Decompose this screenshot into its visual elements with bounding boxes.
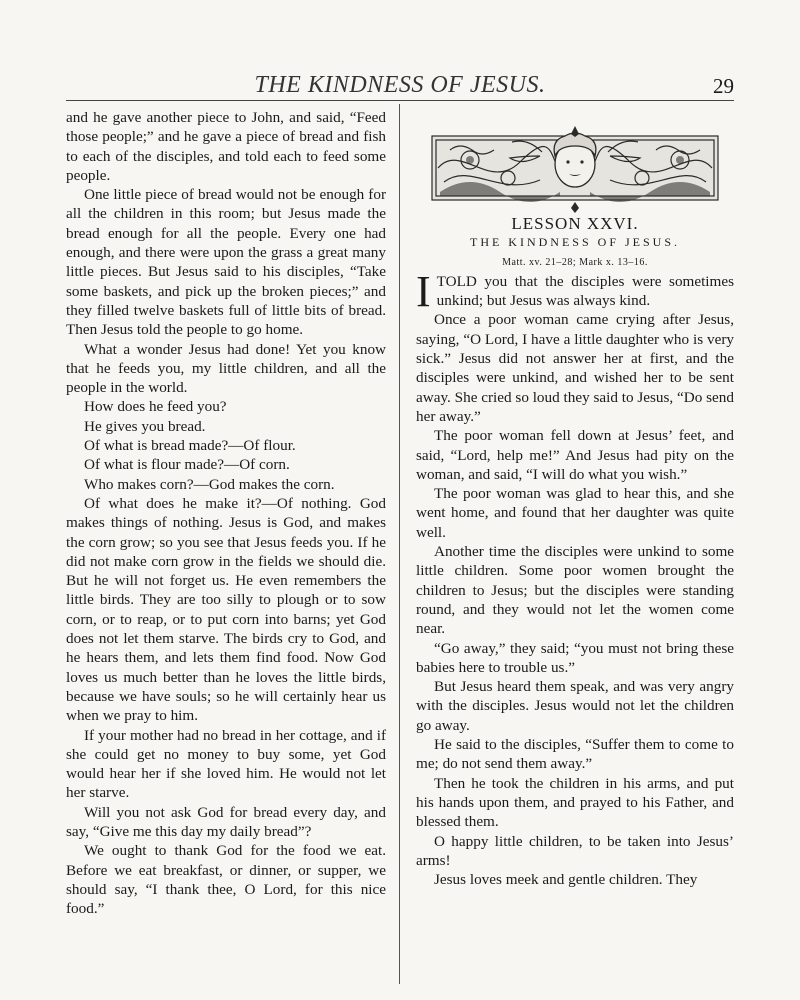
- opening-paragraph-text: TOLD you that the disciples were sometimes unkind; but Jesus was always kind.: [436, 272, 734, 310]
- paragraph: Once a poor woman came crying after Jesus, saying, “O Lord, I have a little daughter who is very sick.” Jesus did not answer her at first, and the disciples were unkind, and wished her to be sent away. She cried so loud they said to Jesus, “Do send her away.”: [416, 311, 734, 425]
- lesson-subtitle: THE KINDNESS OF JESUS.: [469, 235, 681, 250]
- paragraph: O happy little children, to be taken into Jesus’ arms!: [416, 832, 734, 869]
- paragraph: The poor woman fell down at Jesus’ feet, and said, “Lord, help me!” And Jesus had pity on the woman, and said, “I will do what you wish.”: [416, 427, 734, 483]
- paragraph: How does he feed you?: [84, 398, 227, 416]
- paragraph: Another time the disciples were unkind to some little children. Some poor women brought the children to Jesus; but the disciples were standing round, and they would not let the women come near.: [416, 543, 734, 638]
- paragraph: Of what is bread made?—Of flour.: [84, 437, 296, 455]
- paragraph: Who makes corn?—God makes the corn.: [84, 475, 335, 493]
- paragraph: “Go away,” they said; “you must not bring these babies here to trouble us.”: [416, 639, 734, 676]
- paragraph: We ought to thank God for the food we eat. Before we eat breakfast, or dinner, or supper, we should say, “I thank thee, O Lord, for this nice food.”: [66, 842, 386, 918]
- paragraph: and he gave another piece to John, and said, “Feed those people;” and he gave a piece of bread and fish to each of the disciples, and told each to feed some people.: [66, 109, 386, 184]
- paragraph: Jesus loves meek and gentle children. They: [434, 871, 698, 889]
- paragraph: The poor woman was glad to hear this, and she went home, and found that her daughter was quite well.: [416, 485, 734, 541]
- paragraph: Of what does he make it?—Of nothing. God makes things of nothing. Jesus is God, and makes the corn grow; so you see that Jesus feeds you. If he did not make corn grow in the fields we should die. But he will not forget us. He even remembers the little birds. They are too silly to plough or to sow corn, or to reap, or to put corn into barns; yet God does not let them starve. The birds cry to God, and he hears them, and lets them find food. Now God loves us much better than he loves the little birds, because we have souls; so he will certainly hear us when we pray to him.: [66, 494, 386, 725]
- running-title: THE KINDNESS OF JESUS.: [254, 72, 546, 98]
- paragraph: Will you not ask God for bread every day, and say, “Give me this day my daily bread”?: [66, 803, 386, 840]
- paragraph: One little piece of bread would not be enough for all the children in this room; but Jesus made the bread enough for all the people. Every one had enough, and there were upon the grass a great many little pieces. But Jesus said to his disciples, “Take some baskets, and pick up the broken pieces;” and they filled twelve baskets full of little bits of bread. Then Jesus told the people to go home.: [66, 186, 386, 339]
- right-column: [416, 108, 734, 889]
- paragraph: He said to the disciples, “Suffer them to come to me; do not send them away.”: [416, 736, 734, 773]
- scripture-reference: Matt. xv. 21–28; Mark x. 13–16.: [502, 256, 648, 268]
- paragraph: Then he took the children in his arms, and put his hands upon them, and prayed to his Father, and blessed them.: [416, 774, 734, 831]
- paragraph: He gives you bread.: [84, 417, 206, 435]
- column-divider: [399, 104, 400, 984]
- paragraph: But Jesus heard them speak, and was very angry with the disciples. Jesus would not let the children go away.: [416, 678, 734, 734]
- left-column: [66, 108, 386, 918]
- paragraph: Of what is flour made?—Of corn.: [84, 456, 290, 474]
- paragraph: If your mother had no bread in her cottage, and if she could get no money to buy some, yet God would hear her if she loved him. He would not let her starve.: [66, 726, 386, 802]
- paragraph: What a wonder Jesus had done! Yet you know that he feeds you, my little children, and all the people in the world.: [66, 340, 386, 397]
- drop-cap: I: [416, 266, 431, 316]
- opening-paragraph: [416, 266, 734, 316]
- lesson-title: LESSON XXVI.: [511, 214, 639, 233]
- header-rule: [66, 100, 734, 101]
- page-header: [66, 72, 734, 102]
- cherub-head-ornament-icon: [430, 122, 720, 214]
- page-number: 29: [713, 74, 734, 98]
